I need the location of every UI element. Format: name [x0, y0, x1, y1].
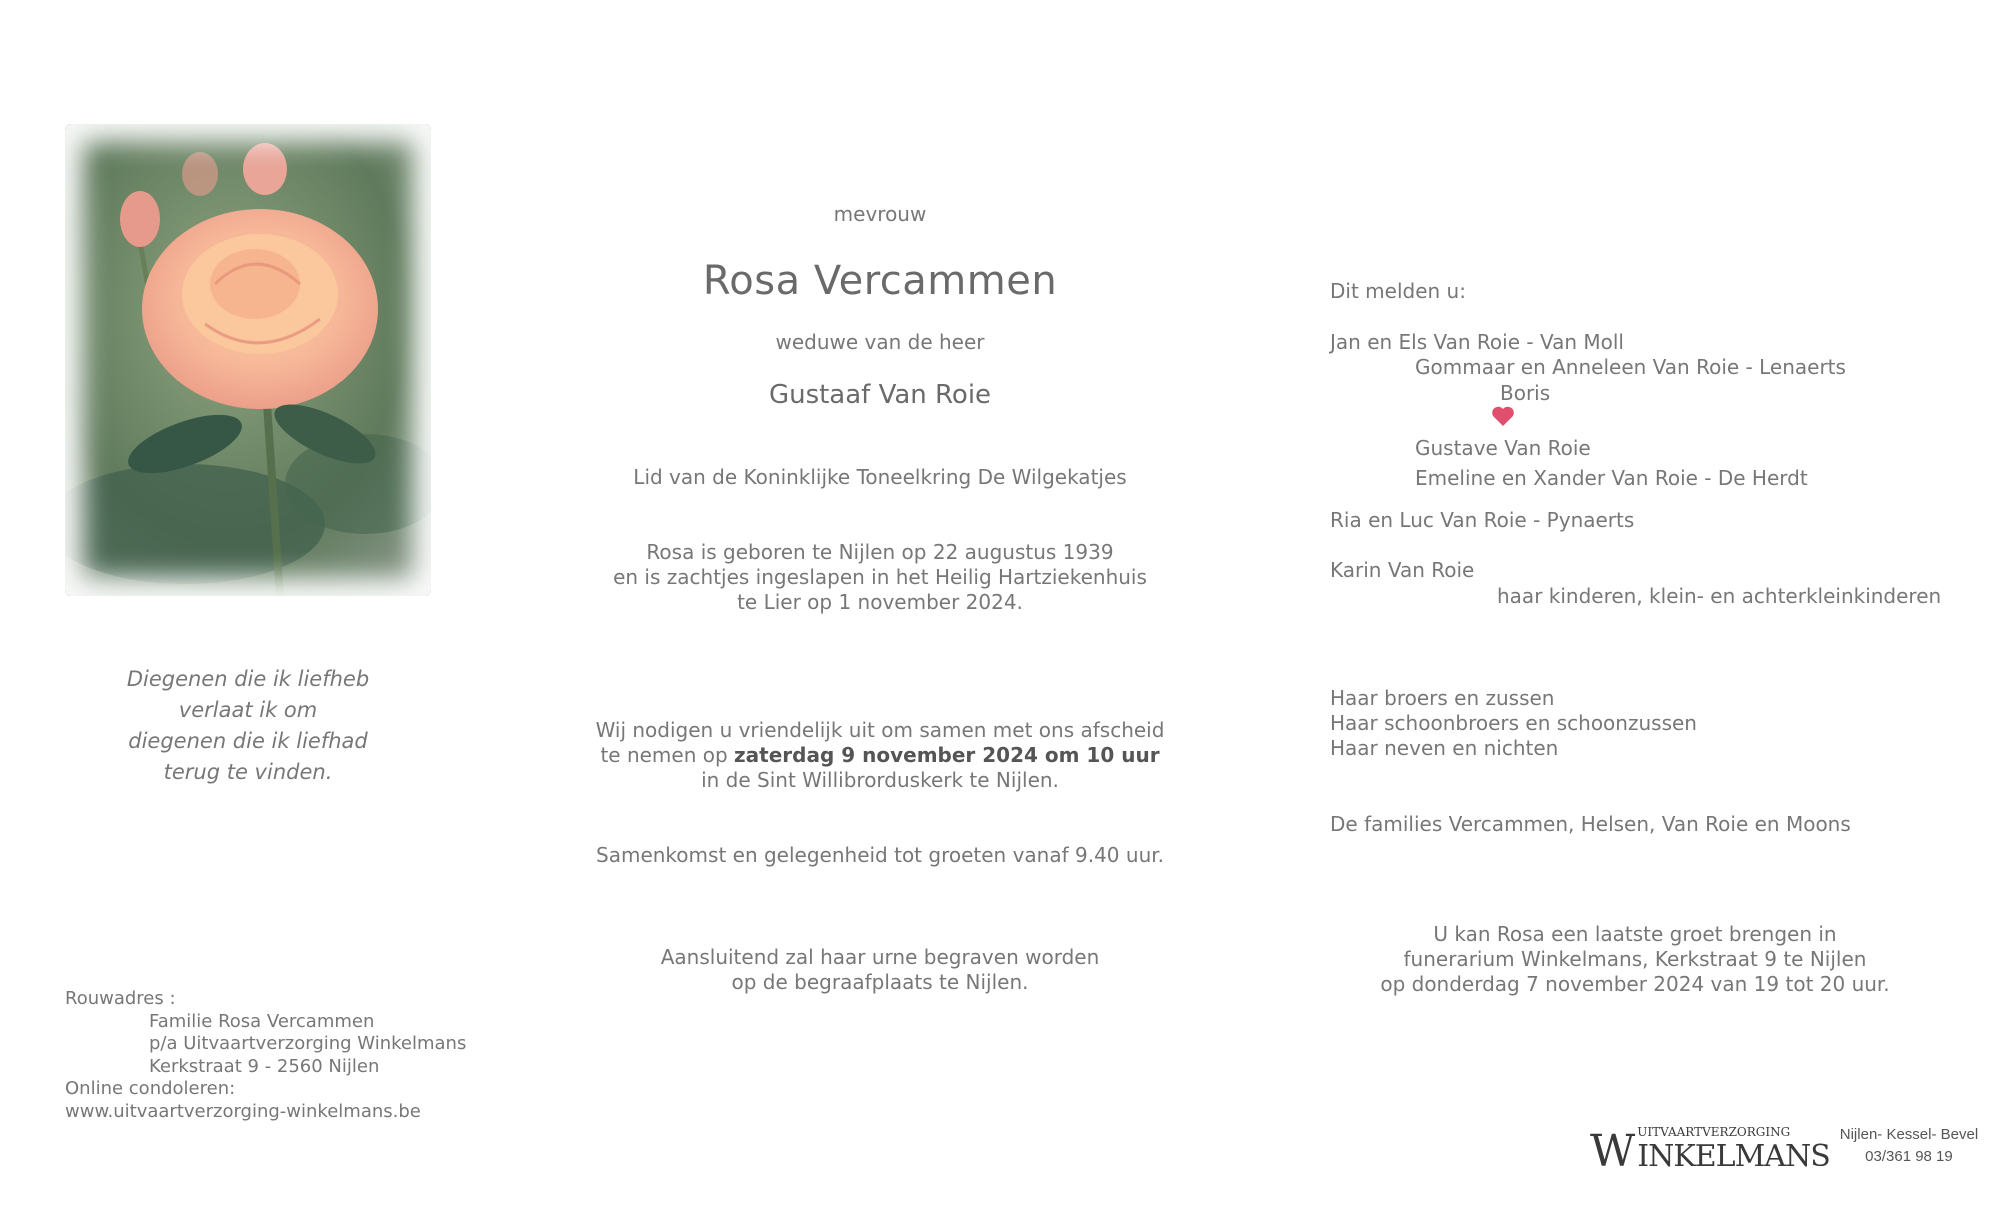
- family-member: Gommaar en Anneleen Van Roie - Lenaerts: [1415, 355, 1846, 379]
- logo-initial: W: [1590, 1126, 1636, 1177]
- burial-info: [560, 945, 1200, 995]
- funeral-home-logo: [1590, 1124, 1979, 1177]
- funeral-invitation: [560, 718, 1200, 793]
- burial-place-line: op de begraafplaats te Nijlen.: [731, 970, 1029, 994]
- family-member: Gustave Van Roie: [1415, 436, 1591, 460]
- rose-photo: [65, 124, 431, 596]
- family-member: Ria en Luc Van Roie - Pynaerts: [1330, 508, 1635, 532]
- funerarium-info: [1330, 922, 1940, 997]
- burial-line: Aansluitend zal haar urne begraven worden: [660, 945, 1100, 969]
- quote-line: terug te vinden.: [163, 760, 333, 784]
- announcement-intro: Dit melden u:: [1330, 279, 1466, 303]
- death-place-line: te Lier op 1 november 2024.: [737, 590, 1023, 614]
- widow-of: weduwe van de heer: [775, 330, 985, 354]
- families: De families Vercammen, Helsen, Van Roie en Moons: [1330, 812, 1851, 836]
- invitation-date-line: [560, 743, 1200, 768]
- relatives-line: Haar neven en nichten: [1330, 736, 1559, 760]
- address-heading: Rouwadres :: [65, 988, 176, 1009]
- invitation-text: te nemen op: [600, 743, 735, 767]
- quote-line: diegenen die ik liefhad: [128, 729, 368, 753]
- address-line: p/a Uitvaartverzorging Winkelmans: [149, 1033, 467, 1054]
- family-member: Jan en Els Van Roie - Van Moll: [1330, 330, 1624, 354]
- family-member: Karin Van Roie: [1330, 558, 1475, 582]
- church-line: in de Sint Willibrorduskerk te Nijlen.: [701, 768, 1059, 792]
- descendants: haar kinderen, klein- en achterkleinkinderen: [1497, 584, 1942, 608]
- relatives-list: [1330, 686, 1697, 761]
- funerarium-line: U kan Rosa een laatste groet brengen in: [1433, 922, 1837, 946]
- rose-image: [65, 124, 431, 596]
- death-line: en is zachtjes ingeslapen in het Heilig Hartziekenhuis: [613, 565, 1147, 589]
- membership: Lid van de Koninklijke Toneelkring De Wilgekatjes: [633, 465, 1127, 489]
- family-member: Emeline en Xander Van Roie - De Herdt: [1415, 466, 1808, 490]
- birth-death-info: [560, 540, 1200, 615]
- deceased-name: Rosa Vercammen: [702, 258, 1058, 304]
- spouse-name: Gustaaf Van Roie: [768, 380, 992, 410]
- funerarium-line: op donderdag 7 november 2024 van 19 tot 20 uur.: [1380, 972, 1890, 996]
- logo-tagline: UITVAARTVERZORGING: [1637, 1125, 1791, 1139]
- mourning-address: [65, 988, 466, 1123]
- family-member: Boris: [1500, 381, 1551, 405]
- salutation: mevrouw: [833, 202, 927, 226]
- invitation-line: Wij nodigen u vriendelijk uit om samen met ons afscheid: [595, 718, 1165, 742]
- heart-icon: [1490, 405, 1516, 427]
- online-condolence-label: Online condoleren:: [65, 1078, 236, 1099]
- relatives-line: Haar broers en zussen: [1330, 686, 1555, 710]
- birth-line: Rosa is geboren te Nijlen op 22 augustus 1939: [646, 540, 1114, 564]
- address-line: Familie Rosa Vercammen: [149, 1010, 375, 1032]
- logo-wordmark: INKELMANS: [1637, 1139, 1830, 1174]
- address-line: Kerkstraat 9 - 2560 Nijlen: [149, 1055, 380, 1077]
- memorial-quote: [65, 664, 431, 788]
- quote-line: verlaat ik om: [178, 698, 318, 722]
- relatives-line: Haar schoonbroers en schoonzussen: [1330, 711, 1697, 735]
- logo-locations: Nijlen- Kessel- Bevel: [1839, 1126, 1979, 1143]
- quote-line: Diegenen die ik liefheb: [126, 667, 370, 691]
- funeral-date: zaterdag 9 november 2024 om 10 uur: [734, 743, 1160, 767]
- logo-phone: 03/361 98 19: [1865, 1148, 1953, 1165]
- funerarium-line: funerarium Winkelmans, Kerkstraat 9 te Nijlen: [1403, 947, 1867, 971]
- gathering-info: Samenkomst en gelegenheid tot groeten vanaf 9.40 uur.: [596, 843, 1164, 867]
- condolence-link[interactable]: www.uitvaartverzorging-winkelmans.be: [65, 1100, 421, 1122]
